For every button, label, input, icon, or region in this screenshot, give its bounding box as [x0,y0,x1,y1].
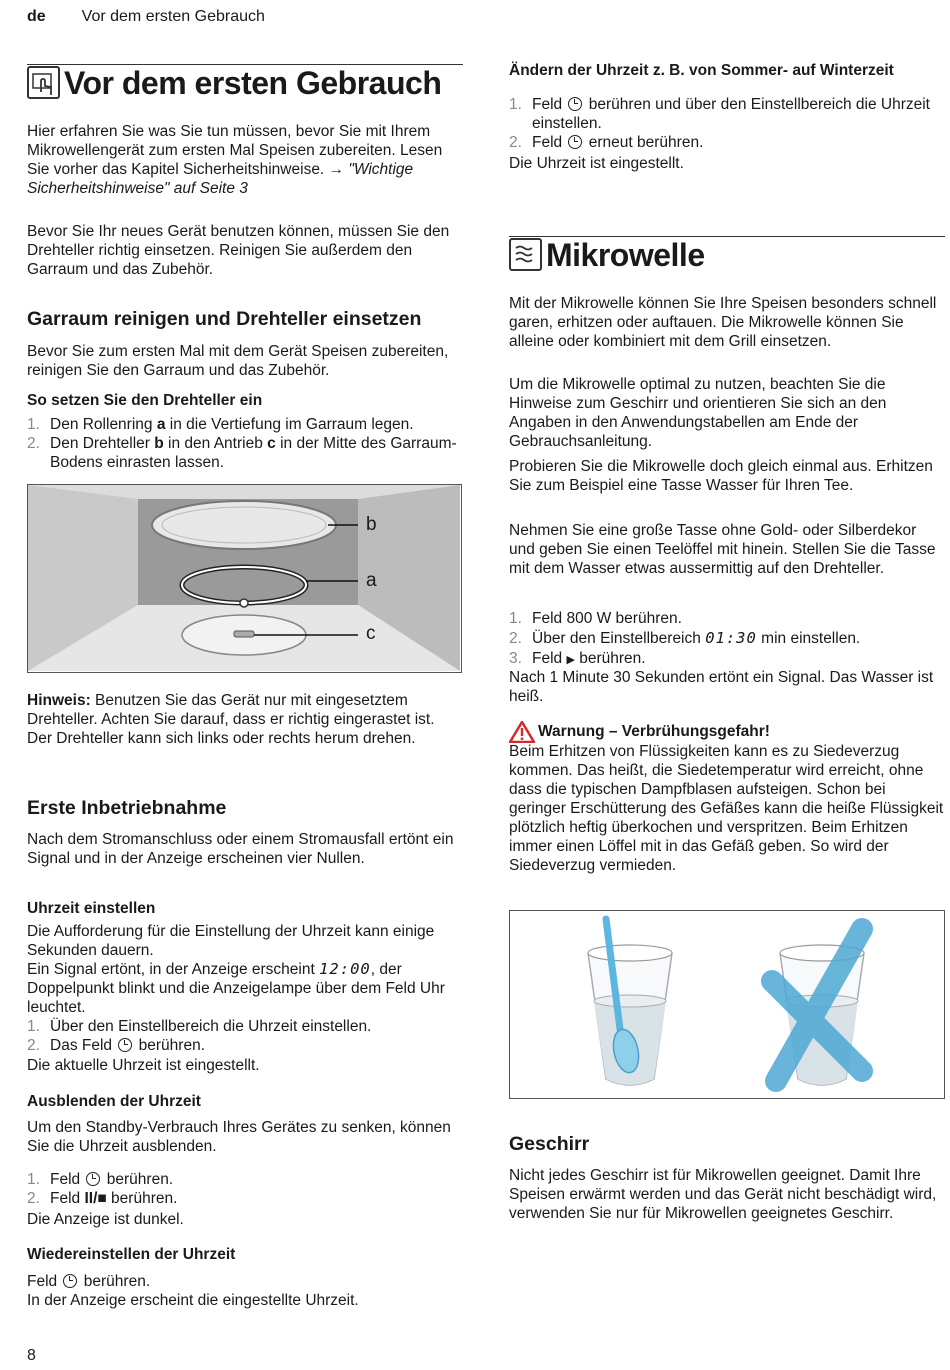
clock-icon [86,1172,100,1186]
display-readout: 12:00 [319,960,371,978]
list-item: 1. Über den Einstellbereich die Uhrzeit einstellen. [27,1018,372,1035]
warning-paragraph: Beim Erhitzen von Flüssigkeiten kann es zu Siedeverzug kommen. Das heißt, die Siedetemperatur wird erreicht, ohne dass die typischen Dampfblasen aufsteigen. Schon bei geringer Erschütterung des Gefäßes kann die heiße Flüssigkeit plötzlich heftig überkochen und verspritzen. Beim Erhitzen immer einen Löffel mit in das Gefäß geben. So wird der Siedeverzug vermieden. [509,743,944,874]
section-heading-row [27,64,463,101]
pause-stop-symbol: II/■ [84,1190,107,1207]
language-code: de [27,8,46,25]
ausblenden-result: Die Anzeige ist dunkel. [27,1211,184,1228]
display-readout: 01:30 [705,629,757,647]
oven-cavity-illustration [28,485,460,671]
list-item: 1. Feld berühren. [27,1171,174,1188]
clock-icon [118,1038,132,1052]
list-item: 2. Das Feld berühren. [27,1037,206,1054]
erste-inbetriebnahme-heading: Erste Inbetriebnahme [27,797,227,819]
wiedereinstellen-paragraph: Feld berühren. In der Anzeige erscheint die eingestellte Uhrzeit. [27,1273,359,1309]
turntable-figure [27,484,462,673]
section-title: Vor dem ersten Gebrauch [64,65,442,101]
cross-reference-link[interactable]: "Wichtige Sicherheitshinweise" auf Seite 3 [27,161,414,197]
microwave-icon [509,238,542,271]
hinweis-paragraph: Hinweis: Benutzen Sie das Gerät nur mit eingesetztem Drehteller. Achten Sie darauf, dass er richtig eingerastet ist. Der Drehteller kann sich links oder rechts herum drehen. [27,692,435,747]
warning-icon [509,721,535,743]
garraum-heading: Garraum reinigen und Drehteller einsetzen [27,308,422,330]
uhrzeit-result: Die aktuelle Uhrzeit ist eingestellt. [27,1057,260,1074]
start-icon: ▶ [566,654,575,666]
label-b: b [366,514,377,535]
garraum-paragraph: Bevor Sie zum ersten Mal mit dem Gerät Speisen zubereiten, reinigen Sie den Garraum und das Zubehör. [27,343,449,379]
mikrowelle-paragraph-3: Probieren Sie die Mikrowelle doch gleich einmal aus. Erhitzen Sie zum Beispiel eine Tasse Wasser für Ihren Tee. [509,458,933,494]
uhrzeit-paragraph-2: Ein Signal ertönt, in der Anzeige erscheint 12:00, der Doppelpunkt blinkt und die Anzeigelampe über dem Feld Uhr leuchtet. [27,960,445,1016]
list-item: 2. Den Drehteller b in den Antrieb c in der Mitte des Garraum-Bodens einrasten lassen. [27,435,457,471]
geschirr-heading: Geschirr [509,1133,590,1155]
clock-icon [63,1274,77,1288]
list-item: 2. Feld erneut berühren. [509,134,704,151]
ausblenden-heading: Ausblenden der Uhrzeit [27,1093,201,1110]
glass-spoon-figure [509,910,945,1099]
mikrowelle-paragraph-2: Um die Mikrowelle optimal zu nutzen, beachten Sie die Hinweise zum Geschirr und orientieren Sie sich an den Angaben in den Anwendungstabellen am Ende der Gebrauchsanleitung. [509,376,887,450]
mikrowelle-title: Mikrowelle [546,237,705,273]
ausblenden-paragraph: Um den Standby-Verbrauch Ihres Gerätes zu senken, können Sie die Uhrzeit ausblenden. [27,1119,451,1155]
intro-paragraph [27,122,463,198]
intro-paragraph-2: Bevor Sie Ihr neues Gerät benutzen können, müssen Sie den Drehteller richtig einsetzen. Reinigen Sie außerdem den Garraum und das Zubehör. [27,223,450,278]
clock-icon [568,97,582,111]
page-number: 8 [27,1347,36,1364]
list-item: 3. Feld ▶ berühren. [509,650,646,667]
warning-heading: Warnung – Verbrühungsgefahr! [509,721,770,743]
aendern-result: Die Uhrzeit ist eingestellt. [509,155,684,172]
glass-illustration [510,911,943,1097]
uhrzeit-heading: Uhrzeit einstellen [27,900,156,917]
hand-touch-icon [27,66,60,99]
ausblenden-steps [27,1170,463,1208]
mikrowelle-steps [509,609,945,670]
list-item: 1. Feld berühren und über den Einstellbereich die Uhrzeit einstellen. [509,96,930,132]
mikrowelle-paragraph-4: Nehmen Sie eine große Tasse ohne Gold- oder Silberdekor und geben Sie einen Teelöffel mit hinein. Stellen Sie die Tasse mit dem Wasser etwas aussermittig auf den Drehteller. [509,522,936,577]
clock-icon [568,135,582,149]
aendern-heading: Ändern der Uhrzeit z. B. von Sommer- auf Winterzeit [509,62,894,79]
uhrzeit-paragraph: Die Aufforderung für die Einstellung der Uhrzeit kann einige Sekunden dauern. [27,923,435,959]
uhrzeit-steps [27,1017,463,1055]
header-title: Vor dem ersten Gebrauch [81,8,265,25]
wiedereinstellen-heading: Wiedereinstellen der Uhrzeit [27,1246,236,1263]
erste-paragraph: Nach dem Stromanschluss oder einem Stromausfall ertönt ein Signal und in der Anzeige erscheinen vier Nullen. [27,831,454,867]
geschirr-paragraph: Nicht jedes Geschirr ist für Mikrowellen geeignet. Damit Ihre Speisen erwärmt werden und das Gerät nicht beschädigt wird, verwenden Sie nur für Mikrowellen geeignetes Geschirr. [509,1167,937,1222]
aendern-steps [509,95,945,152]
list-item: 2. Über den Einstellbereich 01:30 min einstellen. [509,629,861,647]
mikrowelle-paragraph-1: Mit der Mikrowelle können Sie Ihre Speisen besonders schnell garen, erhitzen oder auftauen. Die Mikrowelle können Sie alleine oder kombiniert mit dem Grill einsetzen. [509,295,937,350]
label-c: c [366,623,376,644]
list-item: 1. Den Rollenring a in die Vertiefung im Garraum legen. [27,416,414,433]
list-item: 2. Feld II/■ berühren. [27,1190,178,1207]
page-header [27,8,265,26]
intro-text: Hier erfahren Sie was Sie tun müssen, bevor Sie mit Ihrem Mikrowellengerät zum ersten Mal Speisen zubereiten. Lesen Sie vorher das Kapitel Sicherheitshinweise. → [27,123,443,178]
drehteller-heading: So setzen Sie den Drehteller ein [27,392,263,409]
mikrowelle-result: Nach 1 Minute 30 Sekunden ertönt ein Signal. Das Wasser ist heiß. [509,669,934,705]
mikrowelle-heading-row [509,236,945,273]
label-a: a [366,570,377,591]
drehteller-steps [27,415,463,472]
list-item: 1. Feld 800 W berühren. [509,610,682,627]
